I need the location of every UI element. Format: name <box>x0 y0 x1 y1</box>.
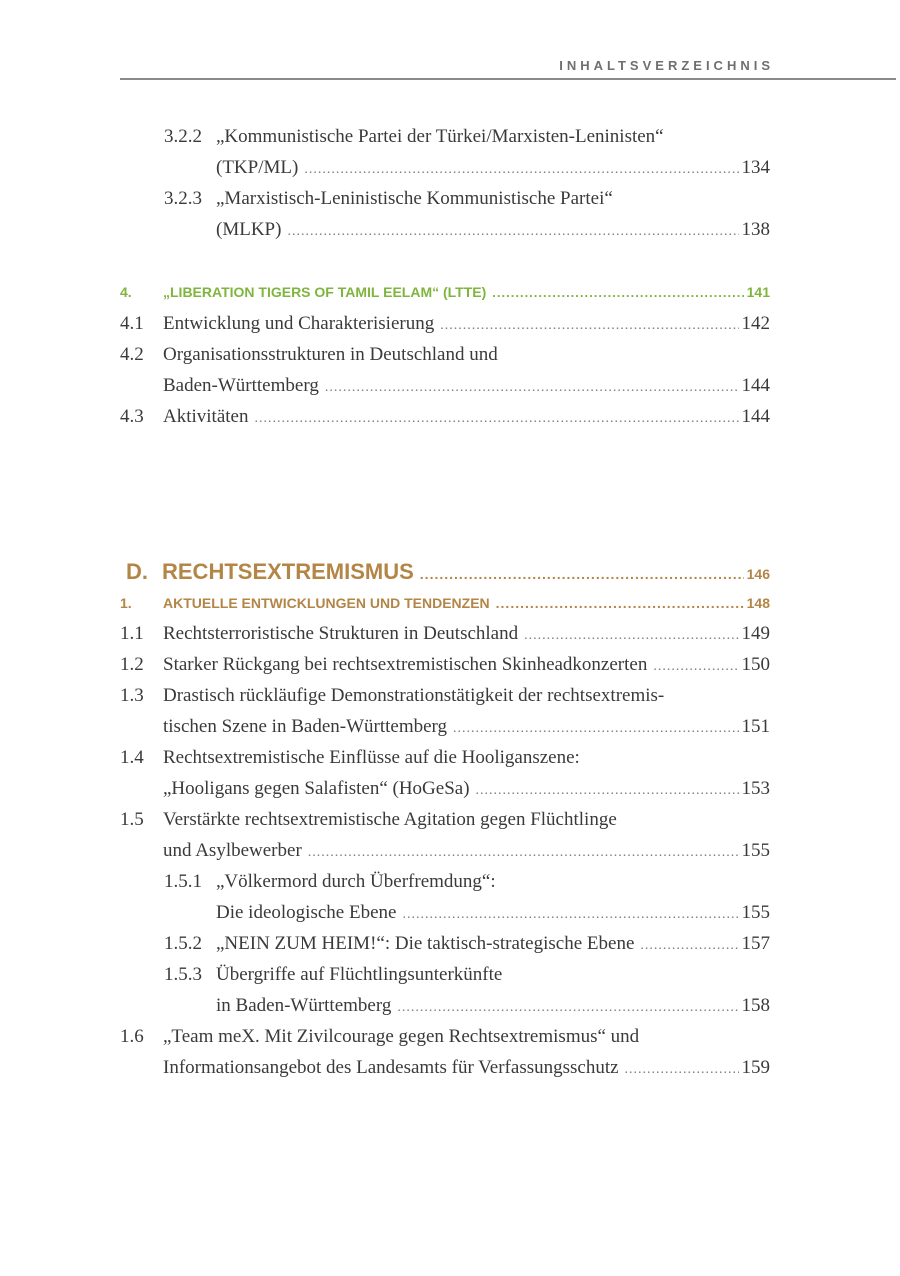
entry-page: 159 <box>741 1057 770 1078</box>
dot-leader <box>440 308 738 341</box>
dot-leader <box>476 773 739 806</box>
dot-leader <box>496 588 744 619</box>
entry-title: RECHTSEXTREMISMUS <box>162 559 414 584</box>
entry-number: 4.1 <box>120 313 144 334</box>
toc-entry <box>120 990 770 1021</box>
dot-leader <box>325 370 739 403</box>
entry-number: 4. <box>120 284 132 300</box>
entry-page: 144 <box>741 406 770 427</box>
toc-entry <box>120 370 770 401</box>
dot-leader <box>308 835 739 868</box>
entry-number: 1.5.2 <box>164 933 202 954</box>
toc-entry <box>120 773 770 804</box>
entry-title: „Völkermord durch Überfremdung“: <box>216 871 496 892</box>
entry-page: 158 <box>741 995 770 1016</box>
entry-number: 4.2 <box>120 344 144 365</box>
entry-number: 1.3 <box>120 685 144 706</box>
entry-page: 155 <box>741 902 770 923</box>
dot-leader <box>304 152 738 185</box>
entry-title: AKTUELLE ENTWICKLUNGEN UND TENDENZEN <box>163 595 490 611</box>
dot-leader <box>420 556 744 590</box>
entry-title: Starker Rückgang bei rechtsextremistischen Skinheadkonzerten <box>163 654 648 675</box>
dot-leader <box>640 928 738 961</box>
running-header-title: INHALTSVERZEICHNIS <box>559 58 774 73</box>
entry-number: 1.6 <box>120 1026 144 1047</box>
entry-page: 138 <box>741 219 770 240</box>
dot-leader <box>492 277 743 308</box>
entry-number: 1.4 <box>120 747 144 768</box>
entry-page: 150 <box>741 654 770 675</box>
entry-title: Aktivitäten <box>163 406 249 427</box>
toc-entry <box>120 214 770 245</box>
toc-entry <box>120 308 770 339</box>
entry-number: 1.2 <box>120 654 144 675</box>
dot-leader <box>653 649 738 682</box>
entry-title: Die ideologische Ebene <box>216 902 397 923</box>
entry-title: „Kommunistische Partei der Türkei/Marxisten-Leninisten“ <box>216 126 664 147</box>
entry-page: 134 <box>741 157 770 178</box>
dot-leader <box>402 897 738 930</box>
entry-number: D. <box>126 559 148 584</box>
toc-entry <box>120 804 770 835</box>
entry-title: „Hooligans gegen Salafisten“ (HoGeSa) <box>163 778 470 799</box>
toc-entry <box>120 121 770 152</box>
entry-title: Drastisch rückläufige Demonstrationstätigkeit der rechtsextremis- <box>163 685 665 706</box>
entry-title: (TKP/ML) <box>216 157 299 178</box>
toc-entry <box>120 897 770 928</box>
toc-entry <box>120 152 770 183</box>
entry-number: 1.5.3 <box>164 964 202 985</box>
dot-leader <box>453 711 738 744</box>
entry-title: Übergriffe auf Flüchtlingsunterkünfte <box>216 964 503 985</box>
entry-page: 148 <box>746 595 770 611</box>
entry-title: „Marxistisch-Leninistische Kommunistische Partei“ <box>216 188 613 209</box>
entry-title: Rechtsterroristische Strukturen in Deutschland <box>163 623 519 644</box>
entry-title: Organisationsstrukturen in Deutschland und <box>163 344 498 365</box>
entry-title: Informationsangebot des Landesamts für Verfassungsschutz <box>163 1057 619 1078</box>
entry-number: 1.5 <box>120 809 144 830</box>
toc-entry <box>120 835 770 866</box>
entry-title: Entwicklung und Charakterisierung <box>163 313 435 334</box>
entry-title: und Asylbewerber <box>163 840 302 861</box>
toc-entry <box>120 742 770 773</box>
header-rule <box>120 78 896 80</box>
entry-title: tischen Szene in Baden-Württemberg <box>163 716 448 737</box>
dot-leader <box>287 214 738 247</box>
toc-entry <box>120 680 770 711</box>
toc-entry <box>120 183 770 214</box>
toc-entry <box>120 711 770 742</box>
entry-page: 146 <box>746 566 770 582</box>
entry-number: 1.1 <box>120 623 144 644</box>
toc-entry <box>120 928 770 959</box>
entry-page: 142 <box>741 313 770 334</box>
dot-leader <box>524 618 738 651</box>
entry-page: 141 <box>746 284 770 300</box>
toc-entry <box>120 1021 770 1052</box>
entry-page: 151 <box>741 716 770 737</box>
toc-entry <box>120 649 770 680</box>
toc-entry <box>120 866 770 897</box>
entry-title: Verstärkte rechtsextremistische Agitation gegen Flüchtlinge <box>163 809 617 830</box>
entry-title: in Baden-Württemberg <box>216 995 392 1016</box>
entry-title: (MLKP) <box>216 219 282 240</box>
toc-entry <box>120 339 770 370</box>
entry-number: 3.2.3 <box>164 188 202 209</box>
toc-entry <box>120 1052 770 1083</box>
entry-page: 157 <box>741 933 770 954</box>
entry-number: 1. <box>120 595 132 611</box>
entry-title: Baden-Württemberg <box>163 375 319 396</box>
toc-chapter-entry <box>120 588 770 619</box>
entry-title: „LIBERATION TIGERS OF TAMIL EELAM“ (LTTE) <box>163 284 487 300</box>
entry-number: 3.2.2 <box>164 126 202 147</box>
entry-page: 144 <box>741 375 770 396</box>
entry-page: 153 <box>741 778 770 799</box>
entry-page: 149 <box>741 623 770 644</box>
entry-title: „NEIN ZUM HEIM!“: Die taktisch-strategische Ebene <box>216 933 635 954</box>
dot-leader <box>625 1052 739 1085</box>
entry-page: 155 <box>741 840 770 861</box>
entry-title: „Team meX. Mit Zivilcourage gegen Rechtsextremismus“ und <box>163 1026 640 1047</box>
toc-chapter-entry <box>120 277 770 308</box>
entry-number: 1.5.1 <box>164 871 202 892</box>
toc-part-entry <box>120 556 770 587</box>
toc-entry <box>120 401 770 432</box>
toc-entry <box>120 618 770 649</box>
dot-leader <box>397 990 738 1023</box>
toc-entry <box>120 959 770 990</box>
entry-number: 4.3 <box>120 406 144 427</box>
entry-title: Rechtsextremistische Einflüsse auf die Hooliganszene: <box>163 747 580 768</box>
dot-leader <box>254 401 738 434</box>
